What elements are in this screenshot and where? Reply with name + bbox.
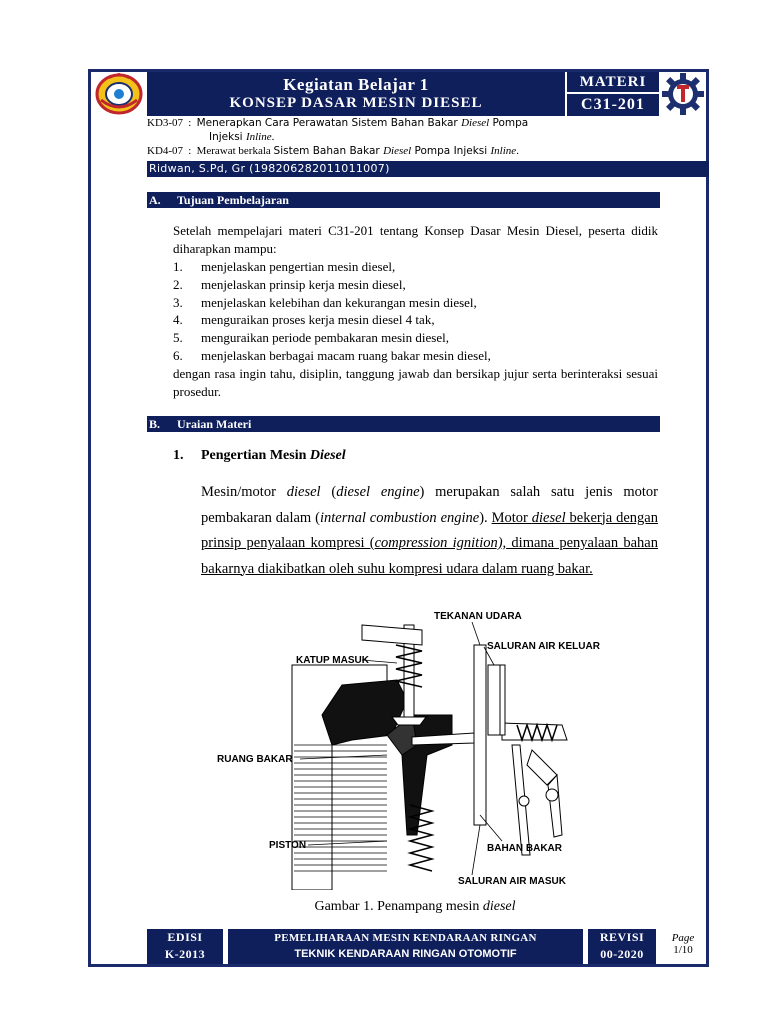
materi-label: MATERI: [567, 72, 659, 92]
subsection-title-italic: Diesel: [309, 448, 346, 463]
edisi-label: EDISI: [167, 930, 203, 944]
gear-logo-icon: [660, 72, 706, 116]
list-item: 3. menjelaskan kelebihan dan kekurangan mesin diesel,: [173, 294, 477, 310]
list-item: 4. menguraikan proses kerja mesin diesel 4 tak,: [173, 312, 435, 328]
topic-title: KONSEP DASAR MESIN DIESEL: [229, 95, 483, 111]
footer-program: [228, 929, 583, 964]
kd-text: Menerapkan Cara Perawatan Sistem Bahan Bakar: [196, 117, 462, 129]
page-number: 1/10: [673, 944, 693, 956]
revisi-label: REVISI: [599, 930, 645, 944]
label-bahan-bakar: BAHAN BAKAR: [487, 843, 562, 854]
label-tekanan-udara: TEKANAN UDARA: [434, 611, 522, 622]
footer-line1: PEMELIHARAAN MESIN KENDARAAN RINGAN: [274, 932, 537, 944]
competency-kd3: [147, 117, 528, 129]
author-bar: Ridwan, S.Pd, Gr (198206282011011007): [147, 161, 709, 177]
kd-text: Pompa Injeksi: [411, 145, 491, 157]
subsection-number: 1.: [173, 448, 184, 463]
section-number: B.: [149, 417, 161, 431]
footer-edisi: [147, 929, 223, 964]
header-title: [147, 72, 565, 116]
learning-goals-list: [173, 258, 663, 365]
page-label: Page: [671, 932, 695, 944]
kd-text: Sistem Bahan Bakar: [273, 145, 384, 157]
kd-text-italic: Inline: [490, 145, 517, 157]
diesel-engine-cross-section: [212, 605, 620, 890]
list-item: 1. menjelaskan pengertian mesin diesel,: [173, 259, 396, 274]
label-saluran-air-masuk: SALURAN AIR MASUK: [458, 876, 566, 887]
kd-text: Merawat berkala: [196, 145, 274, 157]
kd-text-italic: Diesel: [461, 117, 490, 129]
footer-page: [660, 929, 706, 964]
kd-text: Injeksi: [209, 131, 246, 143]
school-logo: [91, 72, 147, 116]
definition-paragraph: Mesin/motor diesel (diesel engine) merupakan salah satu jenis motor pembakaran dalam (internal combustion engine). Motor diesel bekerja dengan prinsip penyalaan kompresi (compression ignition), dimana penyalaan bahan bakarnya diakibatkan oleh suhu kompresi udara dalam ruang bakar.: [201, 484, 658, 577]
label-piston: PISTON: [269, 840, 307, 851]
kd-text: Pompa: [489, 117, 529, 129]
kd-text-italic: Inline: [245, 131, 272, 143]
list-item: 2. menjelaskan prinsip kerja mesin diesel,: [173, 276, 406, 292]
label-saluran-air-keluar: SALURAN AIR KELUAR: [487, 641, 600, 652]
kd-code: KD3-07: [147, 117, 184, 129]
kd-separator: :: [188, 145, 192, 157]
closing-paragraph: dengan rasa ingin tahu, disiplin, tanggung jawab dan bersikap jujur serta berinteraksi sesuai prosedur.: [173, 366, 658, 399]
list-item: 5. menguraikan periode pembakaran mesin diesel,: [173, 330, 449, 346]
section-title: Tujuan Pembelajaran: [177, 193, 289, 207]
kd-code: KD4-07: [147, 145, 184, 157]
materi-code: C31-201: [567, 94, 659, 116]
footer-line2: TEKNIK KENDARAAN RINGAN OTOMOTIF: [294, 948, 517, 960]
revisi-value: 00-2020: [600, 947, 644, 961]
competency-kd3-line2: [209, 131, 274, 143]
section-title: Uraian Materi: [177, 417, 252, 431]
kd-text-italic: Diesel: [383, 145, 412, 157]
kd-text: .: [516, 145, 519, 157]
label-katup-masuk: KATUP MASUK: [296, 655, 369, 666]
label-ruang-bakar: RUANG BAKAR: [217, 754, 293, 765]
activity-title: Kegiatan Belajar 1: [283, 75, 429, 94]
section-number: A.: [149, 193, 161, 207]
footer-revisi: [588, 929, 656, 964]
figure-caption: Gambar 1. Penampang mesin diesel: [314, 899, 516, 914]
section-b-heading: [147, 416, 660, 432]
kd-text: .: [271, 131, 275, 143]
list-item: 6. menjelaskan berbagai macam ruang bakar mesin diesel,: [173, 347, 491, 363]
edisi-value: K-2013: [164, 947, 206, 961]
competency-kd4: [147, 145, 519, 157]
subsection-title: Pengertian Mesin: [201, 448, 310, 463]
kd-separator: :: [188, 117, 192, 129]
section-a-heading: [147, 192, 660, 208]
subsection-heading: [173, 448, 346, 464]
intro-paragraph: Setelah mempelajari materi C31-201 tentang Konsep Dasar Mesin Diesel, peserta didik diharapkan mampu:: [173, 223, 658, 256]
